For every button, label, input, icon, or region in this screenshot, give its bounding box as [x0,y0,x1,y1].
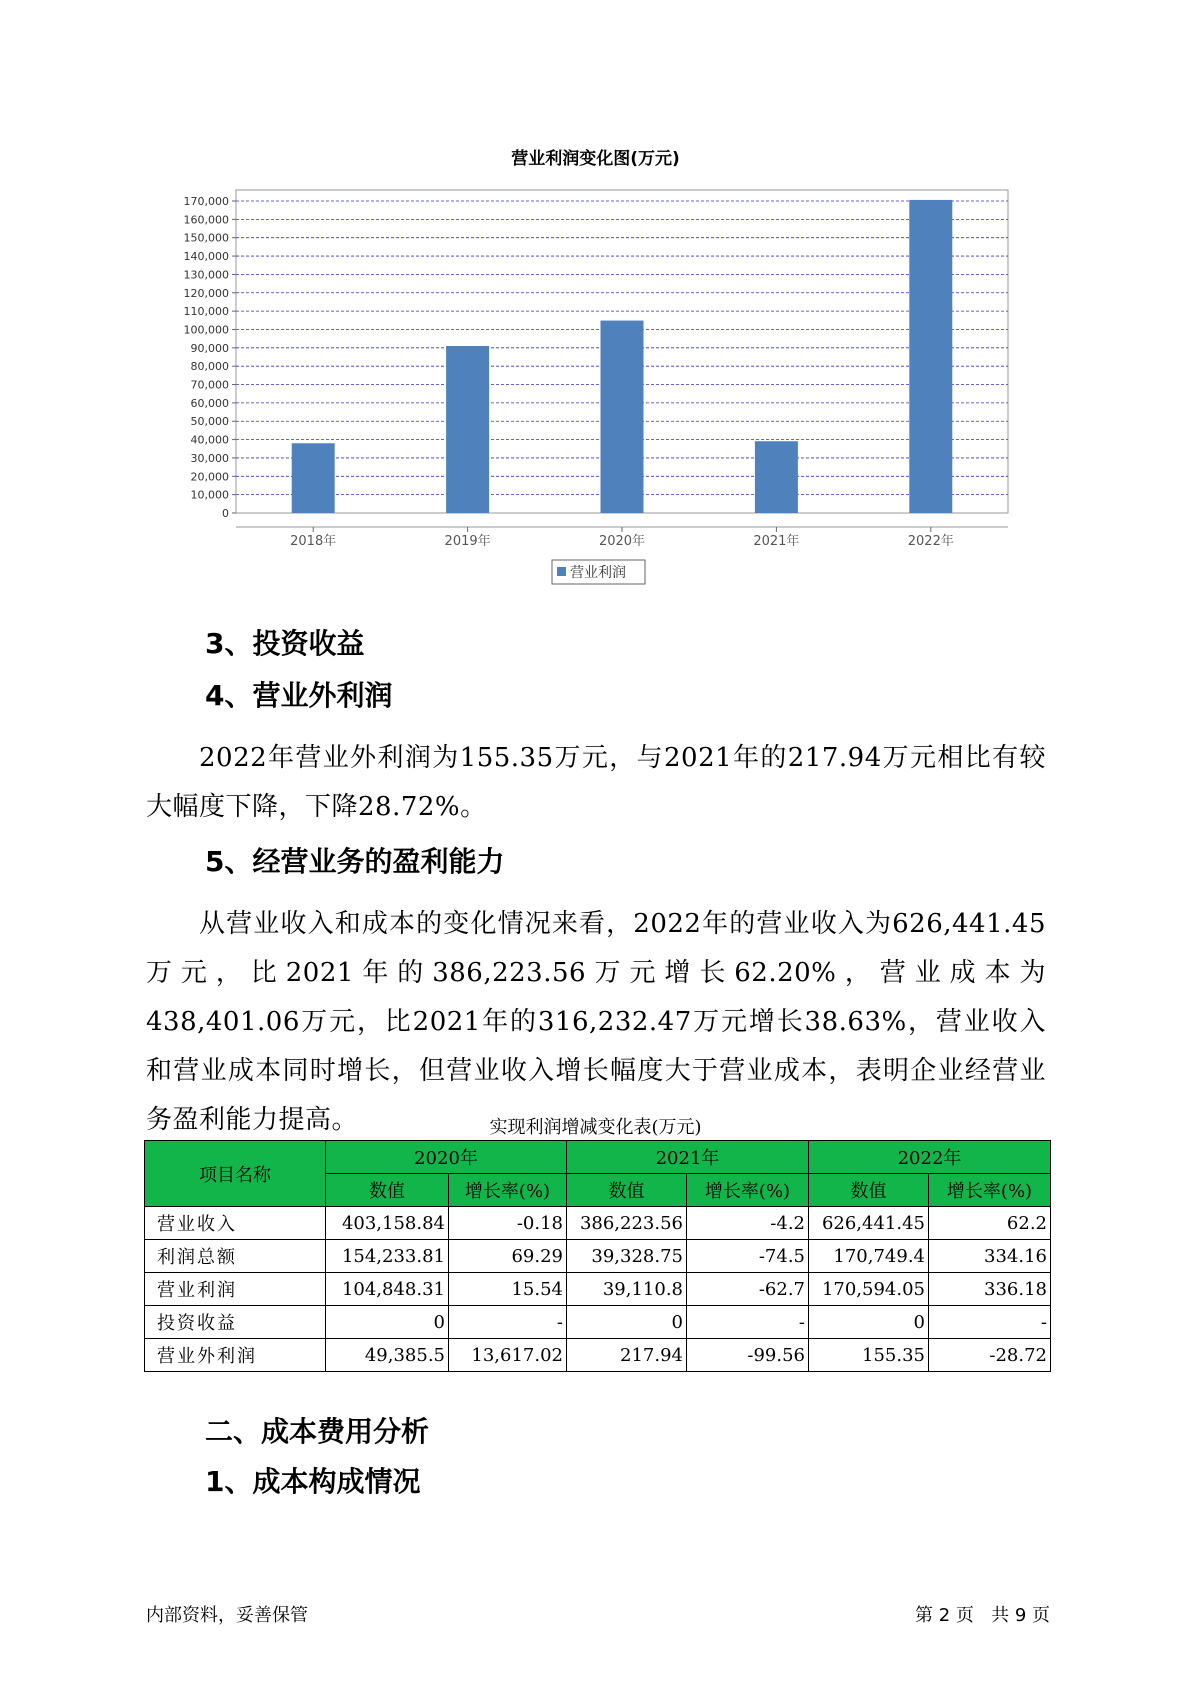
header-value: 数值 [809,1174,929,1207]
cell-growth-rate: -0.18 [449,1207,567,1240]
y-tick-label: 80,000 [190,360,229,374]
header-value: 数值 [326,1174,449,1207]
heading-investment-income: 3、投资收益 [205,627,365,660]
row-label: 营业利润 [145,1273,326,1306]
cell-growth-rate: - [687,1306,809,1339]
row-label: 营业外利润 [145,1339,326,1372]
legend-label: 营业利润 [570,565,626,581]
x-tick-label: 2019年 [444,534,491,549]
paragraph-profitability: 从营业收入和成本的变化情况来看，2022年的营业收入为626,441.45万元，比2021年的386,223.56万元增长62.20%，营业成本为438,401.06万元，比2021年的316,232.47万元增长38.63%，营业收入和营业成本同时增长，但营业收入增长幅度大于营业成本，表明企业经营业务盈利能力提高。 [146,909,1046,1135]
legend-swatch [557,567,566,576]
cell-growth-rate: -4.2 [687,1207,809,1240]
cell-growth-rate: - [449,1306,567,1339]
cell-value: 403,158.84 [326,1207,449,1240]
cell-value: 626,441.45 [809,1207,929,1240]
y-tick-label: 10,000 [190,488,229,502]
cell-value: 39,328.75 [567,1240,687,1273]
cell-growth-rate: -62.7 [687,1273,809,1306]
y-tick-label: 30,000 [190,451,229,465]
heading-cost-analysis: 二、成本费用分析 [205,1415,430,1448]
cell-value: 170,749.4 [809,1240,929,1273]
y-tick-label: 40,000 [190,433,229,447]
y-tick-label: 50,000 [190,415,229,429]
cell-value: 386,223.56 [567,1207,687,1240]
table-row [145,1306,1051,1339]
cell-growth-rate: 69.29 [449,1240,567,1273]
cell-growth-rate: 15.54 [449,1273,567,1306]
header-growth-rate: 增长率(%) [449,1174,567,1207]
cell-growth-rate: 336.18 [929,1273,1051,1306]
x-tick-label: 2022年 [907,534,954,549]
y-tick-label: 60,000 [190,396,229,410]
cell-value: 0 [809,1306,929,1339]
heading-non-operating-profit: 4、营业外利润 [205,679,393,712]
y-tick-label: 150,000 [183,231,229,245]
row-label: 营业收入 [145,1207,326,1240]
y-tick-label: 20,000 [190,470,229,484]
header-year-2022: 2022年 [809,1141,1051,1174]
bar-2019年 [446,346,489,513]
row-label: 利润总额 [145,1240,326,1273]
cell-growth-rate: -28.72 [929,1339,1051,1372]
paragraph-non-operating-profit: 2022年营业外利润为155.35万元，与2021年的217.94万元相比有较大幅度下降，下降28.72%。 [146,743,1046,822]
cell-growth-rate: - [929,1306,1051,1339]
y-tick-label: 140,000 [183,250,229,264]
cell-growth-rate: 334.16 [929,1240,1051,1273]
header-value: 数值 [567,1174,687,1207]
header-year-2021: 2021年 [567,1141,809,1174]
cell-growth-rate: 62.2 [929,1207,1051,1240]
table-row [145,1339,1051,1372]
cell-value: 0 [567,1306,687,1339]
heading-cost-composition: 1、成本构成情况 [205,1465,421,1498]
bar-2022年 [909,200,952,513]
cell-value: 39,110.8 [567,1273,687,1306]
footer-page-number: 第 2 页 共 9 页 [915,1605,1050,1626]
footer-confidential-note: 内部资料，妥善保管 [146,1605,308,1626]
table-row [145,1273,1051,1306]
cell-value: 0 [326,1306,449,1339]
y-tick-label: 130,000 [183,268,229,282]
y-tick-label: 120,000 [183,286,229,300]
bar-2021年 [755,441,798,513]
y-tick-label: 170,000 [183,195,229,208]
header-growth-rate: 增长率(%) [929,1174,1051,1207]
bar-2018年 [292,443,335,513]
y-tick-label: 100,000 [183,323,229,337]
y-tick-label: 90,000 [190,341,229,355]
profit-change-table [144,1140,1051,1372]
table-caption: 实现利润增减变化表(万元) [489,1117,702,1138]
chart-title: 营业利润变化图(万元) [511,149,680,169]
row-label: 投资收益 [145,1306,326,1339]
table-row [145,1240,1051,1273]
x-tick-label: 2018年 [290,534,337,549]
cell-growth-rate: -74.5 [687,1240,809,1273]
cell-value: 217.94 [567,1339,687,1372]
y-tick-label: 70,000 [190,378,229,392]
cell-value: 49,385.5 [326,1339,449,1372]
header-year-2020: 2020年 [326,1141,567,1174]
cell-value: 155.35 [809,1339,929,1372]
x-tick-label: 2020年 [598,534,646,549]
cell-growth-rate: 13,617.02 [449,1339,567,1372]
cell-value: 170,594.05 [809,1273,929,1306]
cell-value: 104,848.31 [326,1273,449,1306]
profit-bar-chart [0,0,1191,600]
table-row [145,1207,1051,1240]
header-item-name: 项目名称 [145,1141,326,1207]
heading-profitability: 5、经营业务的盈利能力 [205,845,505,878]
y-tick-label: 110,000 [183,305,229,319]
bar-2020年 [601,321,644,513]
y-tick-label: 160,000 [183,213,229,227]
y-tick-label: 0 [222,507,229,520]
cell-growth-rate: -99.56 [687,1339,809,1372]
header-growth-rate: 增长率(%) [687,1174,809,1207]
x-tick-label: 2021年 [753,534,800,549]
cell-value: 154,233.81 [326,1240,449,1273]
